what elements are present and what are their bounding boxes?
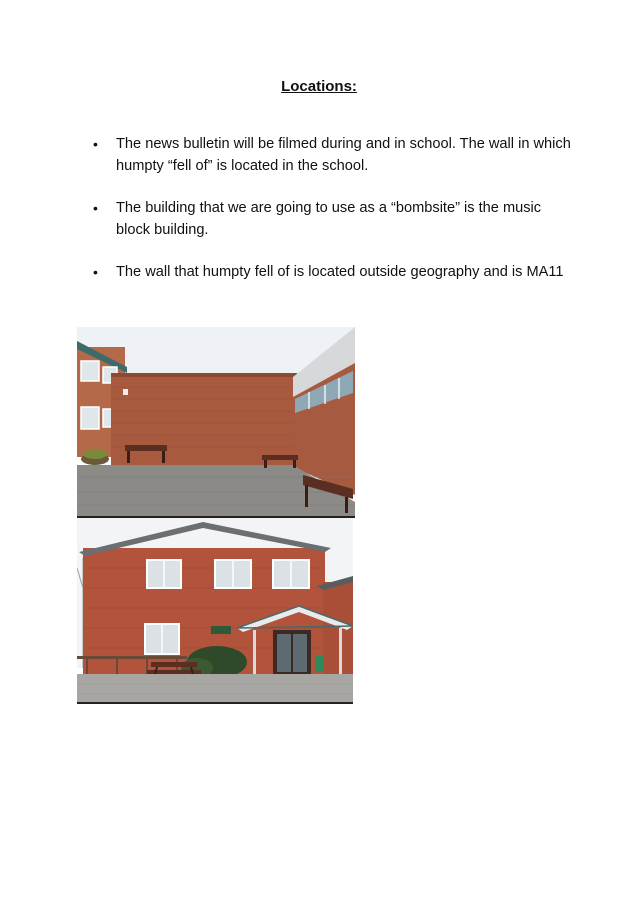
list-item — [92, 197, 572, 241]
music-block-building-photo — [77, 518, 353, 704]
list-item — [92, 133, 572, 177]
bullet-icon: • — [93, 200, 98, 216]
bullet-icon: • — [93, 136, 98, 152]
bullet-icon: • — [93, 264, 98, 280]
list-item — [92, 261, 572, 283]
bullet-text: The wall that humpty fell of is located outside geography and is MA11 — [116, 264, 564, 280]
page-title: Locations: — [281, 78, 357, 95]
bullet-list — [92, 133, 572, 303]
courtyard-brick-wall-photo — [77, 327, 355, 518]
bullet-text: The building that we are going to use as a “bombsite” is the music block building. — [116, 200, 542, 238]
bullet-text: The news bulletin will be filmed during and in school. The wall in which humpty “fell of” is located in the school. — [116, 136, 571, 174]
